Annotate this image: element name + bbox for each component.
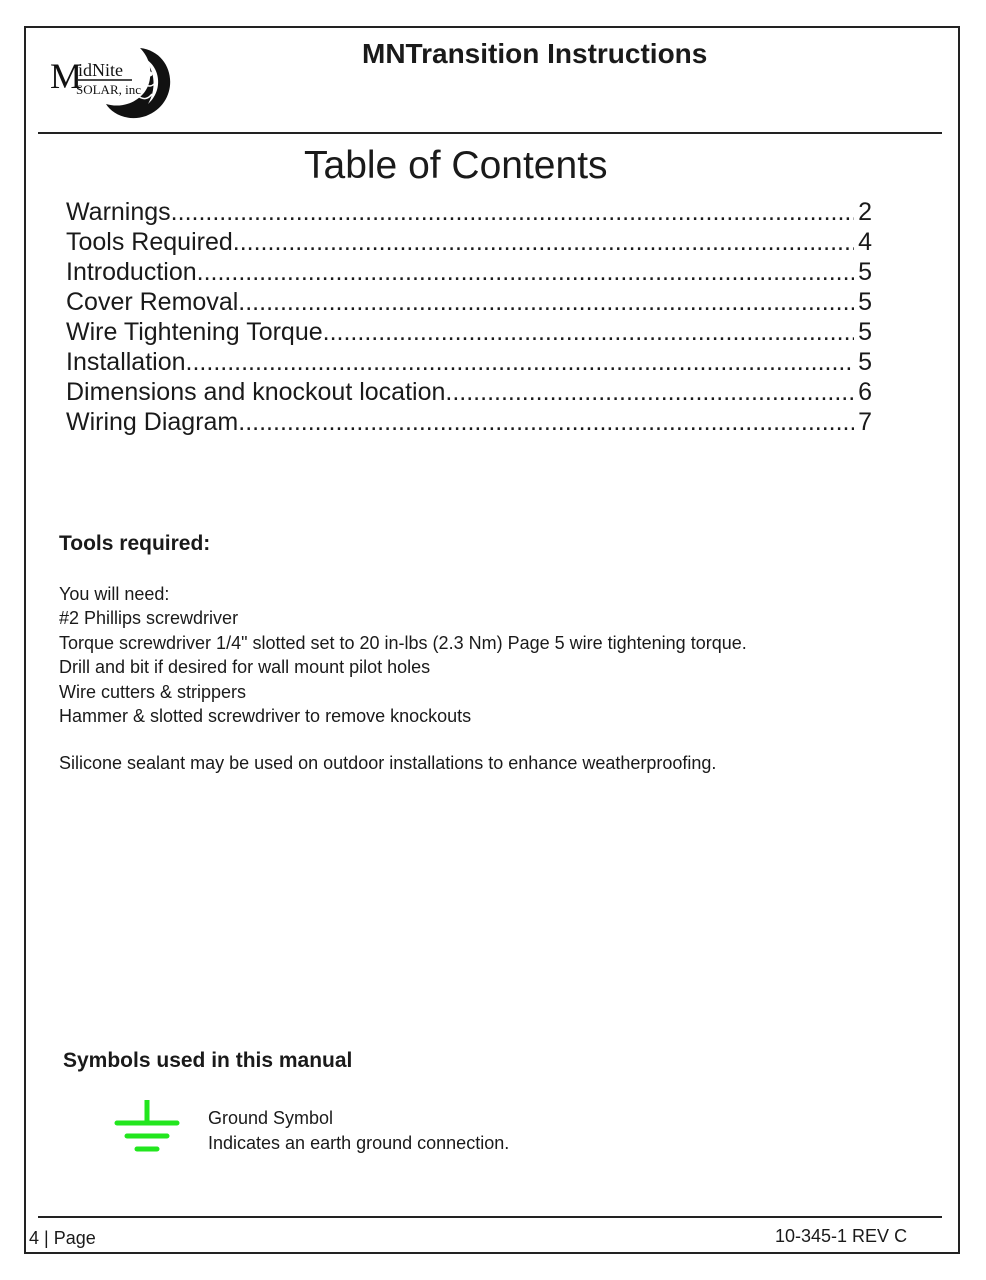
tools-required-heading: Tools required: [59, 532, 211, 555]
svg-text:SOLAR, inc: SOLAR, inc [76, 82, 141, 97]
document-number: 10-345-1 REV C [775, 1226, 908, 1246]
document-title: MNTransition Instructions [362, 38, 708, 69]
toc-entry-page: 2 [858, 198, 872, 226]
toc-dot-leader [233, 227, 854, 257]
tools-list [59, 582, 747, 728]
toc-dot-leader [238, 407, 854, 437]
tools-line: Wire cutters & strippers [59, 681, 247, 702]
toc-dot-leader [445, 377, 854, 407]
svg-text:idNite: idNite [78, 60, 123, 80]
toc-entry-page: 6 [858, 378, 872, 406]
ground-symbol-icon [114, 1098, 180, 1156]
toc-entry-installation[interactable] [66, 347, 872, 377]
tools-line: Hammer & slotted screwdriver to remove knockouts [59, 705, 472, 726]
toc-entry-page: 5 [858, 288, 872, 316]
toc-entry-tools-required[interactable] [66, 227, 872, 257]
page-number: 4 | Page [29, 1228, 96, 1248]
symbols-heading: Symbols used in this manual [63, 1049, 353, 1072]
tools-line: Torque screwdriver 1/4" slotted set to 20 in-lbs (2.3 Nm) Page 5 wire tightening torque. [59, 632, 747, 653]
toc-entry-label: Wiring Diagram [66, 408, 239, 436]
toc-entry-warnings[interactable] [66, 197, 872, 227]
ground-symbol-name: Ground Symbol [208, 1108, 334, 1128]
midnite-solar-logo [48, 44, 176, 120]
toc-entry-label: Dimensions and knockout location [66, 378, 446, 406]
toc-entry-label: Cover Removal [66, 288, 239, 316]
toc-entry-label: Tools Required [66, 228, 233, 256]
ground-symbol-description [208, 1106, 509, 1156]
toc-entry-page: 5 [858, 348, 872, 376]
toc-entry-page: 4 [858, 228, 872, 256]
toc-entry-label: Wire Tightening Torque [66, 318, 323, 346]
toc-entry-introduction[interactable] [66, 257, 872, 287]
tools-line: You will need: [59, 584, 170, 604]
toc-entry-page: 5 [858, 258, 872, 286]
toc-entry-label: Warnings [66, 198, 171, 226]
toc-entry-page: 5 [858, 318, 872, 346]
toc-entry-wiring-diagram[interactable] [66, 407, 872, 437]
header-divider [38, 132, 942, 134]
tools-line: #2 Phillips screwdriver [59, 608, 239, 629]
svg-text:M: M [50, 56, 83, 96]
toc-entry-page: 7 [858, 408, 872, 436]
toc-title: Table of Contents [304, 144, 608, 187]
toc-dot-leader [238, 287, 854, 317]
toc-entry-dimensions[interactable] [66, 377, 872, 407]
tools-line: Drill and bit if desired for wall mount pilot holes [59, 657, 431, 678]
toc-entry-cover-removal[interactable] [66, 287, 872, 317]
toc-dot-leader [197, 257, 854, 287]
ground-symbol-text: Indicates an earth ground connection. [208, 1133, 510, 1153]
table-of-contents [66, 197, 872, 437]
toc-entry-label: Introduction [66, 258, 197, 286]
toc-dot-leader [186, 347, 855, 377]
footer-divider [38, 1216, 942, 1218]
toc-entry-label: Installation [66, 348, 186, 376]
sealant-note: Silicone sealant may be used on outdoor installations to enhance weatherproofing. [59, 753, 717, 773]
toc-dot-leader [171, 197, 854, 227]
toc-entry-wire-tightening-torque[interactable] [66, 317, 872, 347]
toc-dot-leader [323, 317, 854, 347]
